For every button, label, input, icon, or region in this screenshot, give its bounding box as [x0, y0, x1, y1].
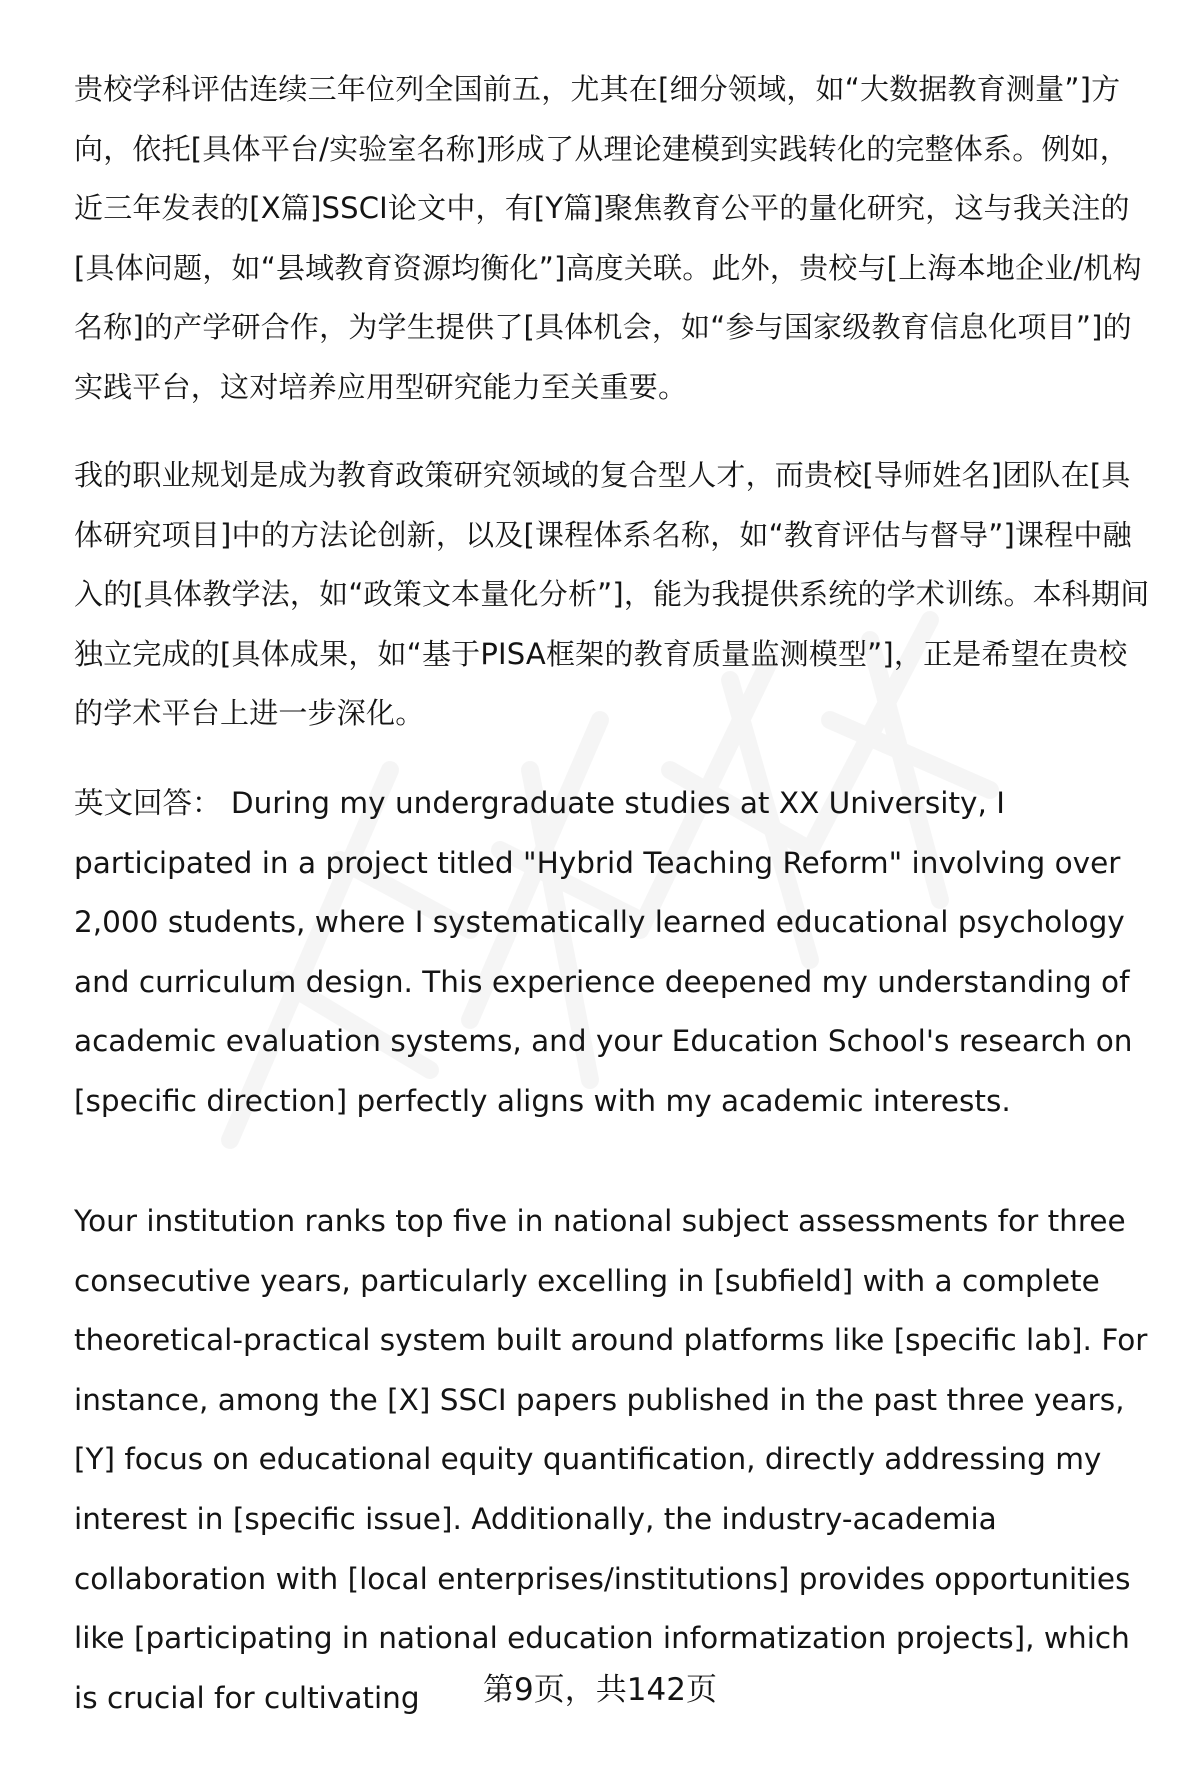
paragraph-english-institution-strengths: Your institution ranks top five in national subject assessments for three consecutive years, particularly excelling in [subfield] with a complete theoretical-practical system built around platforms like [specific lab]. For instance, among the [X] SSCI papers published in the past three years, [Y] focus on educational equity quantification, directly addressing my interest in [specific issue]. Additionally, the industry-academia collaboration with [local enterprises/institutions] provides opportunities like [participating in national education informatization projects], which is crucial for cultivating [74, 1204, 1148, 1715]
paragraph-english-answer-intro: 英文回答： During my undergraduate studies at XX University, I participated in a project titled "Hybrid Teaching Reform" involving over 2,000 students, where I systematically learned educational psychology and curriculum design. This experience deepened my understanding of academic evaluation systems, and your Education School's research on [specific direction] perfectly aligns with my academic interests. [74, 786, 1133, 1118]
paragraph-career-plan-cn: 我的职业规划是成为教育政策研究领域的复合型人才，而贵校[导师姓名]团队在[具体研究项目]中的方法论创新，以及[课程体系名称，如“教育评估与督导”]课程中融入的[具体教学法，如“政策文本量化分析”]，能为我提供系统的学术训练。本科期间独立完成的[具体成果，如“基于PISA框架的教育质量监测模型”]，正是希望在贵校的学术平台上进一步深化。 [74, 458, 1150, 731]
paragraph-institution-strengths-cn: 贵校学科评估连续三年位列全国前五，尤其在[细分领域，如“大数据教育测量”]方向，依托[具体平台/实验室名称]形成了从理论建模到实践转化的完整体系。例如，近三年发表的[X篇]SSCI论文中，有[Y篇]聚焦教育公平的量化研究，这与我关注的[具体问题，如“县域教育资源均衡化”]高度关联。此外，贵校与[上海本地企业/机构名称]的产学研合作，为学生提供了[具体机会，如“参与国家级教育信息化项目”]的实践平台，这对培养应用型研究能力至关重要。 [74, 72, 1142, 404]
page-number-footer: 第9页，共142页 [483, 1672, 717, 1708]
document-body [74, 60, 1154, 1792]
